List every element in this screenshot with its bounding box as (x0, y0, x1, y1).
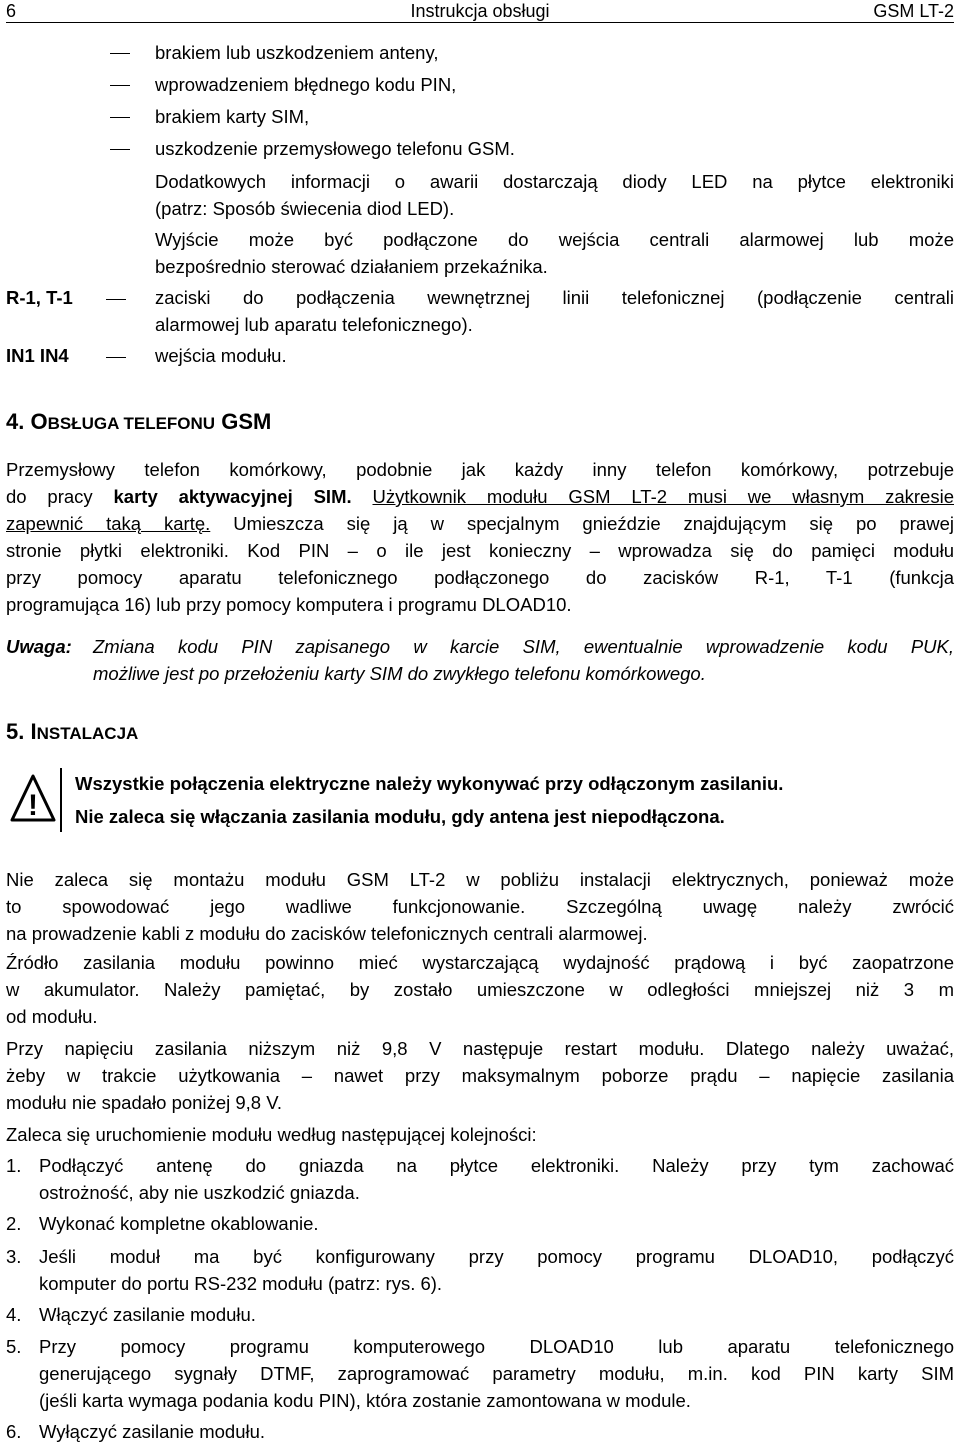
text-line: od modułu. (6, 1006, 98, 1027)
text-line: Wyjście może być podłączone do wejścia centrali alarmowej lub może (155, 229, 954, 250)
heading-part: I (30, 719, 37, 744)
header-title: Instrukcja obsługi (410, 1, 550, 21)
failure-info (155, 168, 954, 222)
label-dash (106, 299, 126, 300)
text-line: Nie zaleca się montażu modułu GSM LT-2 w pobliżu instalacji elektrycznych, ponieważ może (6, 869, 954, 890)
step-text (39, 1301, 954, 1328)
text-line (6, 483, 954, 510)
text-line: bezpośrednio sterować działaniem przekaźnika. (155, 256, 548, 277)
note-text (93, 633, 954, 687)
text-line: żeby w trakcie użytkowania – nawet przy maksymalnym poborze prądu – napięcie zasilania (6, 1065, 954, 1086)
warning-icon (6, 768, 66, 830)
install-paragraph (6, 949, 954, 1030)
text-line: generującego sygnały DTMF, zaprogramować parametry modułu, m.in. kod PIN karty SIM (39, 1363, 954, 1384)
failure-item: wprowadzeniem błędnego kodu PIN, (155, 74, 457, 95)
warning-line-1: Wszystkie połączenia elektryczne należy wykonywać przy odłączonym zasilaniu. (75, 773, 784, 794)
step-text (39, 1152, 954, 1206)
heading-part: GSM (221, 409, 272, 434)
text-line: Wyłączyć zasilanie modułu. (39, 1421, 266, 1442)
text-line: przy pomocy aparatu telefonicznego podłączonego do zacisków R-1, T-1 (funkcja (6, 567, 954, 588)
text-line: (patrz: Sposób świecenia diod LED). (155, 198, 455, 219)
text-line: Wykonać kompletne okablowanie. (39, 1213, 319, 1234)
step-number: 4. (6, 1304, 22, 1325)
heading-part: O (30, 409, 48, 434)
text-line: Przemysłowy telefon komórkowy, podobnie jak każdy inny telefon komórkowy, potrzebuje (6, 459, 954, 480)
warning-symbol: ! (28, 789, 38, 822)
text-line: alarmowej lub aparatu telefonicznego). (155, 314, 473, 335)
section-5-heading (6, 718, 138, 748)
list-dash (110, 85, 130, 86)
step-text (39, 1210, 954, 1237)
list-dash (110, 53, 130, 54)
text-run: do pracy (6, 486, 114, 507)
text-line: wejścia modułu. (155, 345, 287, 366)
text-run (352, 486, 373, 507)
text-line: to spowodować jego wadliwe funkcjonowanie. Szczególną uwagę należy zwrócić (6, 896, 954, 917)
text-run: karty aktywacyjnej SIM. (113, 486, 352, 507)
text-line: Podłączyć antenę do gniazda na płytce elektroniki. Należy przy tym zachować (39, 1155, 954, 1176)
text-line: Źródło zasilania modułu powinno mieć wystarczającą wydajność prądową i być zaopatrzone (6, 952, 954, 973)
text-line: (jeśli karta wymaga podania kodu PIN), która zostanie zamontowana w module. (39, 1390, 691, 1411)
text-line (6, 510, 954, 537)
heading-part: NSTALACJA (36, 724, 139, 743)
list-dash (110, 149, 130, 150)
terminal-label: R-1, T-1 (6, 287, 73, 308)
text-run: zapewnić taką kartę. (6, 513, 211, 534)
output-info (155, 226, 954, 280)
note-label: Uwaga: (6, 636, 72, 657)
text-line: w akumulator. Należy pamiętać, by zostało umieszczone w odległości mniejszej niż 3 m (6, 979, 954, 1000)
terminal-label: IN1 IN4 (6, 345, 69, 366)
install-paragraph (6, 1121, 954, 1148)
text-line: Włączyć zasilanie modułu. (39, 1304, 256, 1325)
label-dash (106, 357, 126, 358)
text-line: stronie płytki elektroniki. Kod PIN – o ile jest konieczny – wprowadza się do pamięci modułu (6, 540, 954, 561)
failure-item: brakiem karty SIM, (155, 106, 310, 127)
text-line: programująca 16) lub przy pomocy komputera i programu DLOAD10. (6, 594, 572, 615)
step-text (39, 1333, 954, 1414)
page-header (6, 0, 954, 23)
text-line: Przy pomocy programu komputerowego DLOAD10 lub aparatu telefonicznego (39, 1336, 954, 1357)
step-number: 1. (6, 1155, 22, 1176)
text-line: komputer do portu RS-232 modułu (patrz: rys. 6). (39, 1273, 443, 1294)
warning-line-2: Nie zaleca się włączania zasilania modułu, gdy antena jest niepodłączona. (75, 806, 725, 827)
header-product: GSM LT-2 (873, 1, 954, 21)
terminal-desc (155, 284, 954, 338)
step-number: 2. (6, 1213, 22, 1234)
step-text (39, 1418, 954, 1445)
text-line: zaciski do podłączenia wewnętrznej linii telefonicznej (podłączenie centrali (155, 287, 954, 308)
heading-part: BSŁUGA TELEFONU (47, 414, 216, 433)
text-line: Zmiana kodu PIN zapisanego w karcie SIM, ewentualnie wprowadzenie kodu PUK, (93, 636, 954, 657)
section-4-paragraph (6, 456, 954, 618)
failure-item: brakiem lub uszkodzeniem anteny, (155, 42, 439, 63)
install-paragraph (6, 1035, 954, 1116)
section-number: 5. (6, 719, 25, 744)
text-line: ostrożność, aby nie uszkodzić gniazda. (39, 1182, 360, 1203)
step-number: 6. (6, 1421, 22, 1442)
warning-divider (60, 768, 62, 832)
text-line: Dodatkowych informacji o awarii dostarczają diody LED na płytce elektroniki (155, 171, 954, 192)
text-line: Zaleca się uruchomienie modułu według następującej kolejności: (6, 1124, 537, 1145)
step-text (39, 1243, 954, 1297)
failure-item: uszkodzenie przemysłowego telefonu GSM. (155, 138, 515, 159)
text-line: na prowadzenie kabli z modułu do zacisków telefonicznych centrali alarmowej. (6, 923, 648, 944)
text-line: możliwe jest po przełożeniu karty SIM do zwykłego telefonu komórkowego. (93, 663, 706, 684)
text-line: Przy napięciu zasilania niższym niż 9,8 V następuje restart modułu. Dlatego należy uważać, (6, 1038, 954, 1059)
section-4-heading (6, 408, 271, 438)
list-dash (110, 117, 130, 118)
page-number: 6 (6, 1, 17, 21)
install-paragraph (6, 866, 954, 947)
terminal-desc (155, 342, 954, 369)
text-line: Jeśli moduł ma być konfigurowany przy pomocy programu DLOAD10, podłączyć (39, 1246, 954, 1267)
text-run: Użytkownik modułu GSM LT-2 musi we własnym zakresie (372, 486, 954, 507)
text-line: modułu nie spadało poniżej 9,8 V. (6, 1092, 282, 1113)
section-number: 4. (6, 409, 25, 434)
step-number: 5. (6, 1336, 22, 1357)
text-run: Umieszcza się ją w specjalnym gnieździe znajdującym się po prawej (210, 513, 954, 534)
step-number: 3. (6, 1246, 22, 1267)
